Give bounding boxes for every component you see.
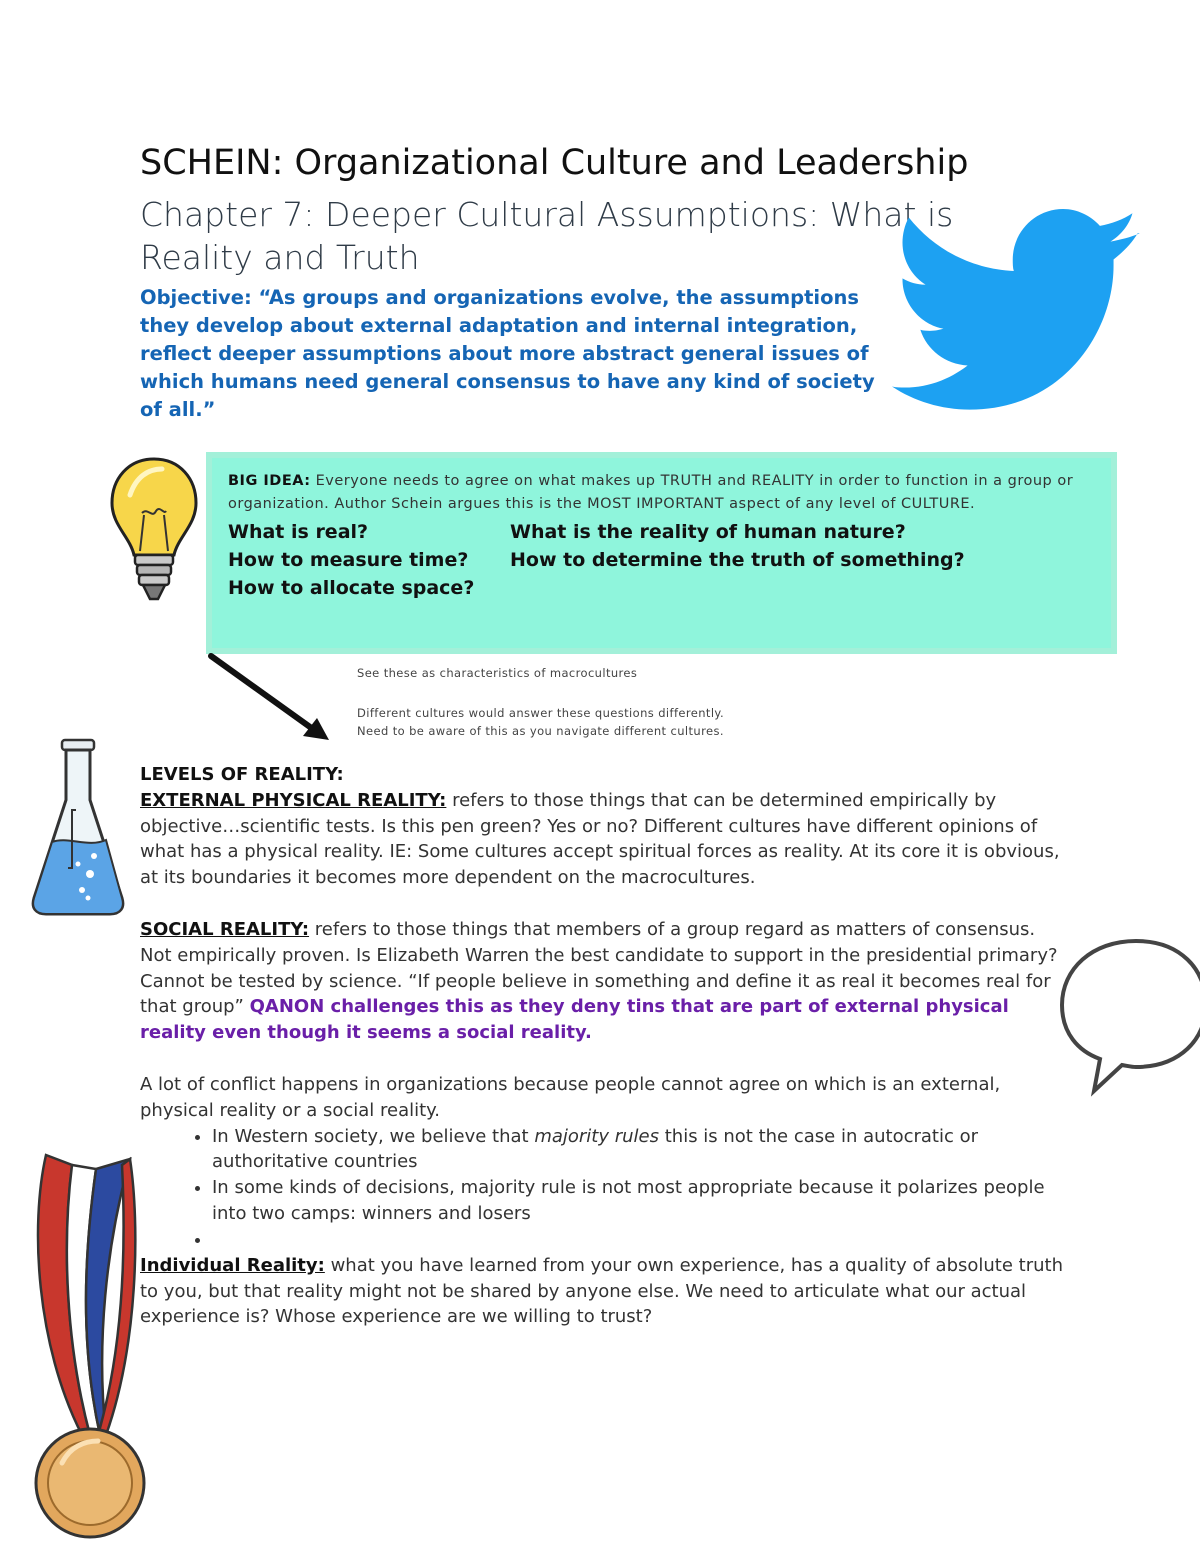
individual-reality-text: what you have learned from your own experience, has a quality of absolute truth to you, but that reality might not be shared by anyone else. We need to articulate what our actual experience is? Whose experience are we willing to trust? — [140, 1254, 1063, 1328]
social-reality-text: refers to those things that members of a group regard as matters of consensus. Not empirically proven. Is Elizabeth Warren the best candidate to support in the presidential primary? Cannot be tested by science. “If people believe in something and define it as real it becomes real for that group” — [140, 918, 1058, 1018]
note-macrocultures: See these as characteristics of macrocultures — [357, 666, 638, 680]
majority-rule-list — [140, 1124, 1070, 1253]
big-idea-intro — [228, 470, 1093, 516]
list-item: • In Western society, we believe that majority rules this is not the case in autocratic or authoritative countries — [212, 1124, 1070, 1176]
question-allocate-space: How to allocate space? — [228, 577, 475, 599]
objective-text: Objective: “As groups and organizations evolve, the assumptions they develop about external adaptation and internal integration, reflect deeper assumptions about more abstract general issues of which humans need general consensus to have any kind of society of all.” — [140, 286, 875, 421]
medal-icon — [26, 1145, 146, 1543]
question-what-is-real: What is real? — [228, 521, 369, 543]
social-reality-label: SOCIAL REALITY: — [140, 918, 310, 940]
external-reality-label: EXTERNAL PHYSICAL REALITY: — [140, 789, 447, 811]
big-idea-box — [206, 452, 1117, 654]
social-reality-paragraph — [140, 917, 1070, 1046]
twitter-bird-icon — [888, 208, 1148, 418]
chapter-subtitle: Chapter 7: Deeper Cultural Assumptions: What is Reality and Truth — [140, 195, 954, 277]
conflict-paragraph: A lot of conflict happens in organizations because people cannot agree on which is an external, physical reality or a social reality. — [140, 1073, 1001, 1121]
question-human-nature: What is the reality of human nature? — [510, 521, 906, 543]
levels-of-reality-section — [140, 762, 1070, 1330]
question-measure-time: How to measure time? — [228, 549, 469, 571]
note-navigate-cultures: Need to be aware of this as you navigate different cultures. — [357, 724, 724, 738]
flask-icon — [28, 738, 128, 918]
levels-heading: LEVELS OF REALITY: — [140, 764, 344, 785]
page-title: SCHEIN: Organizational Culture and Leadership — [140, 143, 969, 183]
lightbulb-icon — [108, 455, 200, 615]
note-different-answers: Different cultures would answer these questions differently. — [357, 706, 725, 720]
big-idea-text: Everyone needs to agree on what makes up TRUTH and REALITY in order to function in a group or organization. Author Schein argues this is the MOST IMPORTANT aspect of any level of CULTURE. — [228, 473, 1074, 512]
external-physical-reality-paragraph — [140, 788, 1070, 891]
qanon-highlight: QANON challenges this as they deny tins that are part of external physical reality even though it seems a social reality. — [140, 996, 1009, 1044]
individual-reality-label: Individual Reality: — [140, 1254, 325, 1276]
arrow-icon — [205, 650, 335, 745]
external-reality-text: refers to those things that can be determined empirically by objective…scientific tests. Is this pen green? Yes or no? Different cultures have different opinions of what has a physical reality. IE: Some cultures accept spiritual forces as reality. At its core it is obvious, at its boundaries it becomes more dependent on the macrocultures. — [140, 789, 1060, 889]
individual-reality-paragraph — [140, 1253, 1070, 1330]
speech-bubble-icon — [1056, 935, 1200, 1097]
question-determine-truth: How to determine the truth of something? — [510, 549, 965, 571]
big-idea-label: BIG IDEA: — [228, 473, 311, 489]
empty-list-item — [212, 1227, 1070, 1253]
majority-rules-emphasis: majority rules — [534, 1125, 659, 1147]
list-item: • In some kinds of decisions, majority rule is not most appropriate because it polarizes people into two camps: winners and losers — [212, 1175, 1070, 1227]
